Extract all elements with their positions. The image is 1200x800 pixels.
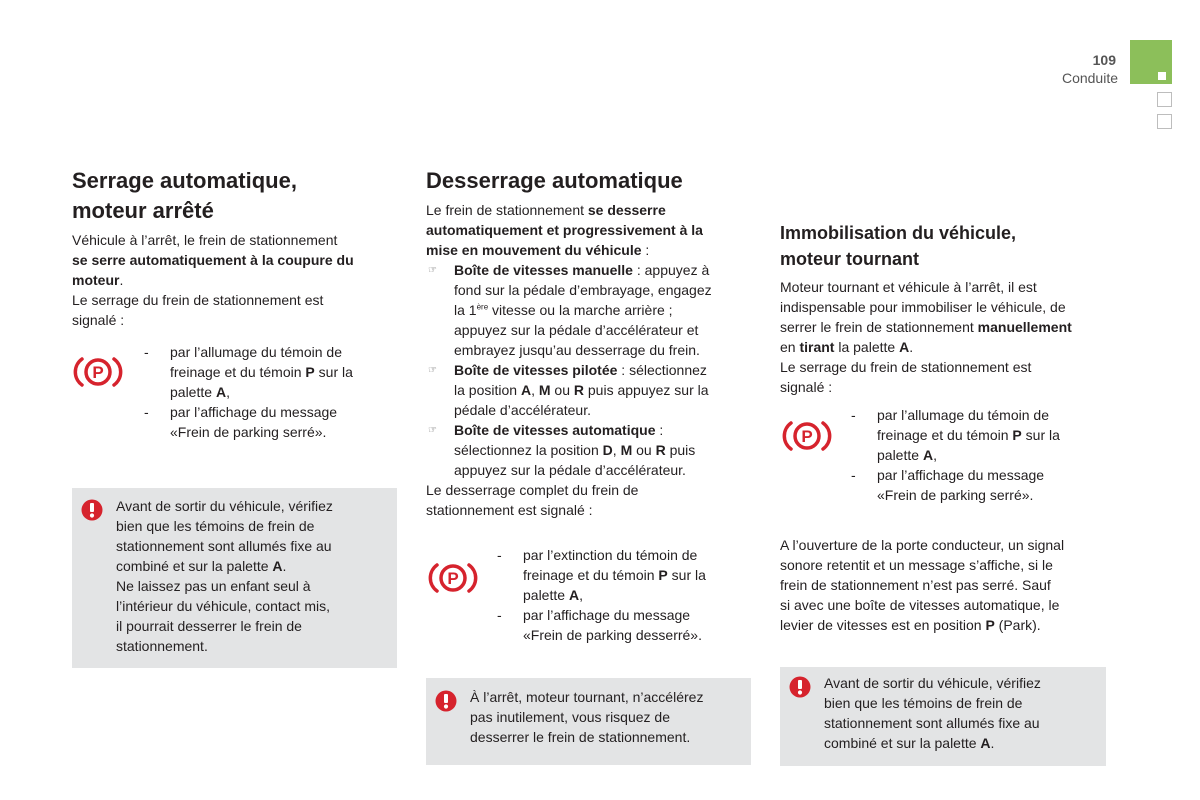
chapter-tab-marker bbox=[1158, 72, 1166, 80]
intro-paragraph: Véhicule à l’arrêt, le frein de stationnement se serre automatiquement à la coupure du moteur. Le serrage du frein de stationnement est signalé : bbox=[72, 232, 354, 328]
section-title: Desserrage automatique bbox=[426, 168, 683, 193]
warning-box bbox=[780, 667, 1106, 766]
section-title: Immobilisation du véhicule, moteur tournant bbox=[780, 223, 1017, 269]
list-item: - par l’affichage du message «Frein de parking desserré». bbox=[495, 605, 745, 645]
section-automatic-apply bbox=[72, 166, 402, 226]
list-item: - par l’extinction du témoin de freinage et du témoin P sur la palette A, bbox=[495, 545, 745, 605]
section-immobilisation bbox=[780, 220, 1110, 272]
indicator-list bbox=[142, 342, 392, 442]
chapter-tab-box bbox=[1157, 114, 1172, 129]
page-number: 109 bbox=[1092, 52, 1116, 68]
indicator-list bbox=[849, 405, 1099, 505]
svg-text:P: P bbox=[447, 569, 459, 588]
chapter-tab-box bbox=[1157, 92, 1172, 107]
exclamation-warning-icon bbox=[435, 690, 457, 712]
warning-text: Avant de sortir du véhicule, vérifiez bien que les témoins de frein de stationnement sont allumés fixe au combiné et sur la palette A. bbox=[824, 675, 1041, 751]
pointing-hand-icon: ☞ bbox=[428, 365, 437, 376]
immobilisation-paragraph: Moteur tournant et véhicule à l’arrêt, il est indispensable pour immobiliser le véhicule, de serrer le frein de stationnement manuellement en tirant la palette A. Le serrage du frein de stationnement est signalé : bbox=[780, 279, 1072, 395]
indicator-list bbox=[495, 545, 745, 645]
list-item: - par l’allumage du témoin de freinage et du témoin P sur la palette A, bbox=[142, 342, 392, 402]
exclamation-warning-icon bbox=[789, 676, 811, 698]
warning-text: À l’arrêt, moteur tournant, n’accélérez pas inutilement, vous risquez de desserrer le frein de stationnement. bbox=[470, 689, 704, 745]
section-name: Conduite bbox=[1061, 70, 1118, 86]
svg-text:P: P bbox=[92, 363, 104, 382]
parking-brake-warning-icon bbox=[73, 354, 123, 390]
list-item: - par l’affichage du message «Frein de parking serré». bbox=[142, 402, 392, 442]
warning-box bbox=[426, 678, 751, 765]
list-item: ☞ Boîte de vitesses automatique : sélectionnez la position D, M ou R puis appuyez sur la pédale d’accélérateur. bbox=[428, 422, 696, 478]
parking-brake-warning-icon bbox=[428, 560, 478, 596]
svg-text:P: P bbox=[801, 427, 813, 446]
list-item: ☞ Boîte de vitesses pilotée : sélectionnez la position A, M ou R puis appuyez sur la pédale d’accélérateur. bbox=[428, 362, 709, 418]
list-item: ☞ Boîte de vitesses manuelle : appuyez à fond sur la pédale d’embrayage, engagez la 1ère vitesse ou la marche arrière ; appuyez sur la pédale d’accélérateur et embrayez jusqu’au desserrage du frein. bbox=[428, 262, 712, 358]
door-signal-paragraph: A l’ouverture de la porte conducteur, un signal sonore retentit et un message s’affiche, si le frein de stationnement n’est pas serré. Sauf si avec une boîte de vitesses automatique, le levier de vitesses est en position P (Park). bbox=[780, 537, 1065, 633]
warning-text: Avant de sortir du véhicule, vérifiez bien que les témoins de frein de stationnement sont allumés fixe au combiné et sur la palette A. Ne laissez pas un enfant seul à l’intérieur du véhicule, contact mis, il pourrait desserrer le frein de stationnement. bbox=[116, 498, 333, 654]
pointing-hand-icon: ☞ bbox=[428, 425, 437, 436]
pointing-hand-icon: ☞ bbox=[428, 265, 437, 276]
release-paragraph: Le frein de stationnement se desserre automatiquement et progressivement à la mise en mouvement du véhicule : ☞ Boîte de vitesses manuelle : appuyez à fond sur la pédale d’embrayage, engagez la 1ère vitesse ou la marche arrière ; appuyez sur la pédale d’accélérateur et embrayez jusqu’au desserrage du frein. ☞ Boîte de vitesses pilotée : sélectionnez la position A, M ou R puis appuyez sur la pédale d’accélérateur. ☞ Boîte de vitesses automatique : sélectionnez la position D, M ou R puis appuyez sur la pédale d’accélérateur. Le desserrage complet du frein de stationnement est signalé : bbox=[426, 200, 756, 520]
parking-brake-warning-icon bbox=[782, 418, 832, 454]
section-title: Serrage automatique, moteur arrêté bbox=[72, 168, 297, 223]
gearbox-list bbox=[426, 260, 756, 480]
list-item: - par l’affichage du message «Frein de parking serré». bbox=[849, 465, 1099, 505]
list-item: - par l’allumage du témoin de freinage et du témoin P sur la palette A, bbox=[849, 405, 1099, 465]
warning-box bbox=[72, 488, 397, 668]
section-automatic-release bbox=[426, 166, 756, 196]
exclamation-warning-icon bbox=[81, 499, 103, 521]
